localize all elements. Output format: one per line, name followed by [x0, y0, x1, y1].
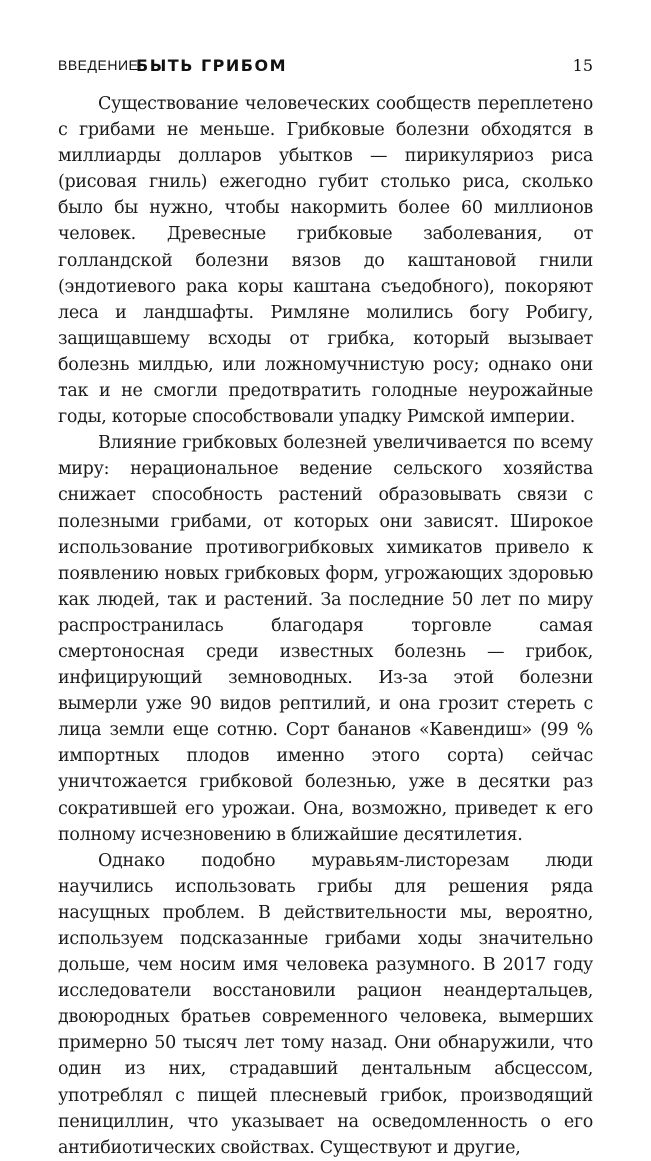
chapter-label: ВВЕДЕНИЕ [58, 57, 139, 73]
paragraph: Существование человеческих сообществ переплетено с грибами не меньше. Грибковые болезни обходятся в миллиарды долларов убытков — пирикуляриоз риса (рисовая гниль) ежегодно губит столько риса, сколько было бы нужно, чтобы накормить более 60 миллионов человек. Древесные грибковые заболевания, от голландской болезни вязов до каштановой гнили (эндотиевого рака коры каштана съедобного), покоряют леса и ландшафты. Римляне молились богу Робигу, защищавшему всходы от грибка, который вызывает болезнь милдью, или ложномучнистую росу; однако они так и не смогли предотвратить голодные неурожайные годы, которые способствовали упадку Римской империи. [58, 94, 593, 428]
running-header [58, 56, 593, 80]
paragraph: Однако подобно муравьям-листорезам люди научились использовать грибы для решения ряда насущных проблем. В действительности мы, вероятно, используем подсказанные грибами ходы значительно дольше, чем носим имя человека разумного. В 2017 году исследователи восстановили рацион неандертальцев, двоюродных братьев современного человека, вымерших примерно 50 тысяч лет тому назад. Они обнаружили, что один из них, страдавший дентальным абсцессом, употреблял с пищей плесневый грибок, производящий пенициллин, что указывает на осведомленность о его антибиотических свойствах. Существуют и другие, [58, 850, 593, 1158]
body-text [58, 91, 593, 1161]
chapter-title: БЫТЬ ГРИБОМ [136, 56, 287, 75]
paragraph: Влияние грибковых болезней увеличивается по всему миру: нерациональное ведение сельского хозяйства снижает способность растений образовывать связи с полезными грибами, от которых они зависят. Широкое использование противогрибковых химикатов привело к появлению новых грибковых форм, угрожающих здоровью как людей, так и растений. За последние 50 лет по миру распространилась благодаря торговле самая смертоносная среди известных болезнь — грибок, инфицирующий земноводных. Из-за этой болезни вымерли уже 90 видов рептилий, и она грозит стереть с лица земли еще сотню. Сорт бананов «Кавендиш» (99 % импортных плодов именно этого сорта) сейчас уничтожается грибковой болезнью, уже в десятки раз сократившей его урожаи. Она, возможно, приведет к его полному исчезновению в ближайшие десятилетия. [58, 433, 593, 845]
page-number: 15 [572, 56, 593, 75]
